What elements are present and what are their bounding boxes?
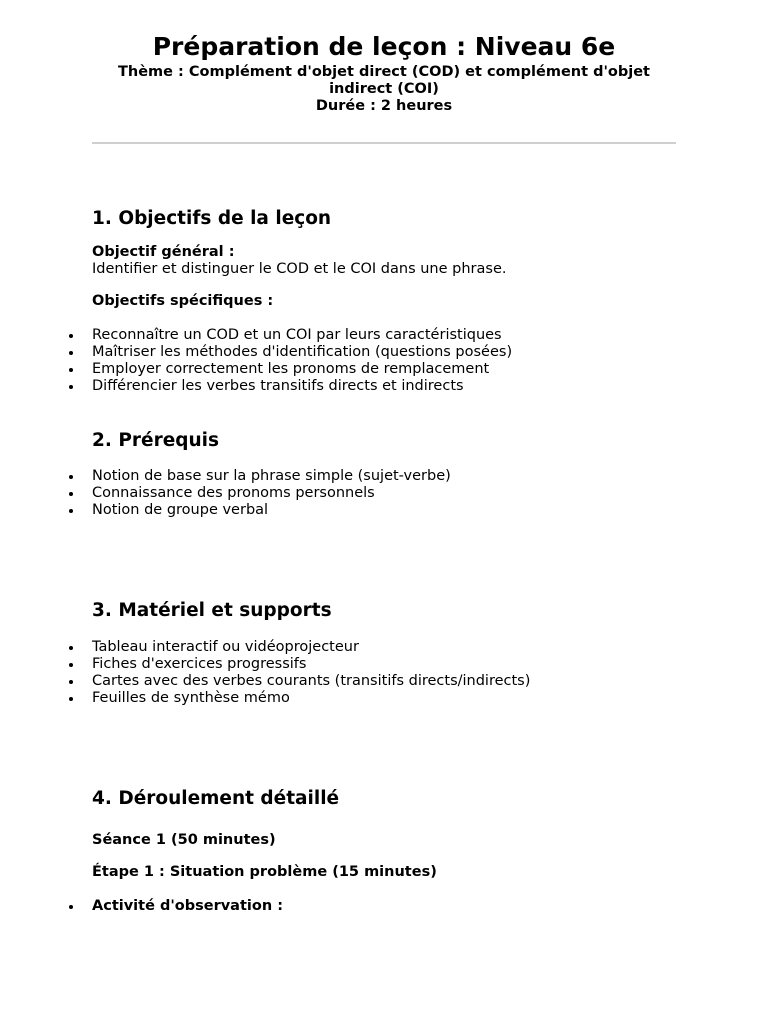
list-item: Fiches d'exercices progressifs: [92, 656, 712, 673]
list-item: Maîtriser les méthodes d'identification (questions posées): [92, 344, 712, 361]
objectif-general-text: Identifier et distinguer le COD et le COI dans une phrase.: [92, 261, 507, 277]
lesson-theme: Thème : Complément d'objet direct (COD) et complément d'objet indirect (COI): [118, 64, 650, 97]
lesson-duration: Durée : 2 heures: [315, 98, 453, 114]
document-title: Préparation de leçon : Niveau 6e: [152, 32, 616, 61]
etape-label: Étape 1 : Situation problème (15 minutes): [92, 864, 437, 880]
list-item: Activité d'observation :: [92, 898, 712, 915]
list-item: Employer correctement les pronoms de remplacement: [92, 361, 712, 378]
list-item: Différencier les verbes transitifs directs et indirects: [92, 378, 712, 395]
seance-label: Séance 1 (50 minutes): [92, 832, 276, 848]
list-item: Notion de base sur la phrase simple (sujet-verbe): [92, 468, 712, 485]
document-header: [92, 30, 676, 115]
prerequis-list: [92, 468, 712, 519]
section-heading-deroulement: 4. Déroulement détaillé: [92, 788, 340, 809]
list-item: Connaissance des pronoms personnels: [92, 485, 712, 502]
list-item: Tableau interactif ou vidéoprojecteur: [92, 639, 712, 656]
list-item: Cartes avec des verbes courants (transitifs directs/indirects): [92, 673, 712, 690]
materiel-list: [92, 639, 712, 707]
list-item: Reconnaître un COD et un COI par leurs caractéristiques: [92, 327, 712, 344]
section-heading-objectifs: 1. Objectifs de la leçon: [92, 208, 332, 229]
deroulement-list: [92, 898, 712, 915]
objectifs-list: [92, 327, 712, 395]
section-heading-materiel: 3. Matériel et supports: [92, 600, 332, 621]
objectifs-specifiques-label: Objectifs spécifiques :: [92, 293, 274, 309]
section-heading-prerequis: 2. Prérequis: [92, 430, 220, 451]
list-item: Feuilles de synthèse mémo: [92, 690, 712, 707]
list-item: Notion de groupe verbal: [92, 502, 712, 519]
objectif-general-label: Objectif général :: [92, 244, 235, 260]
header-divider: [92, 142, 676, 144]
